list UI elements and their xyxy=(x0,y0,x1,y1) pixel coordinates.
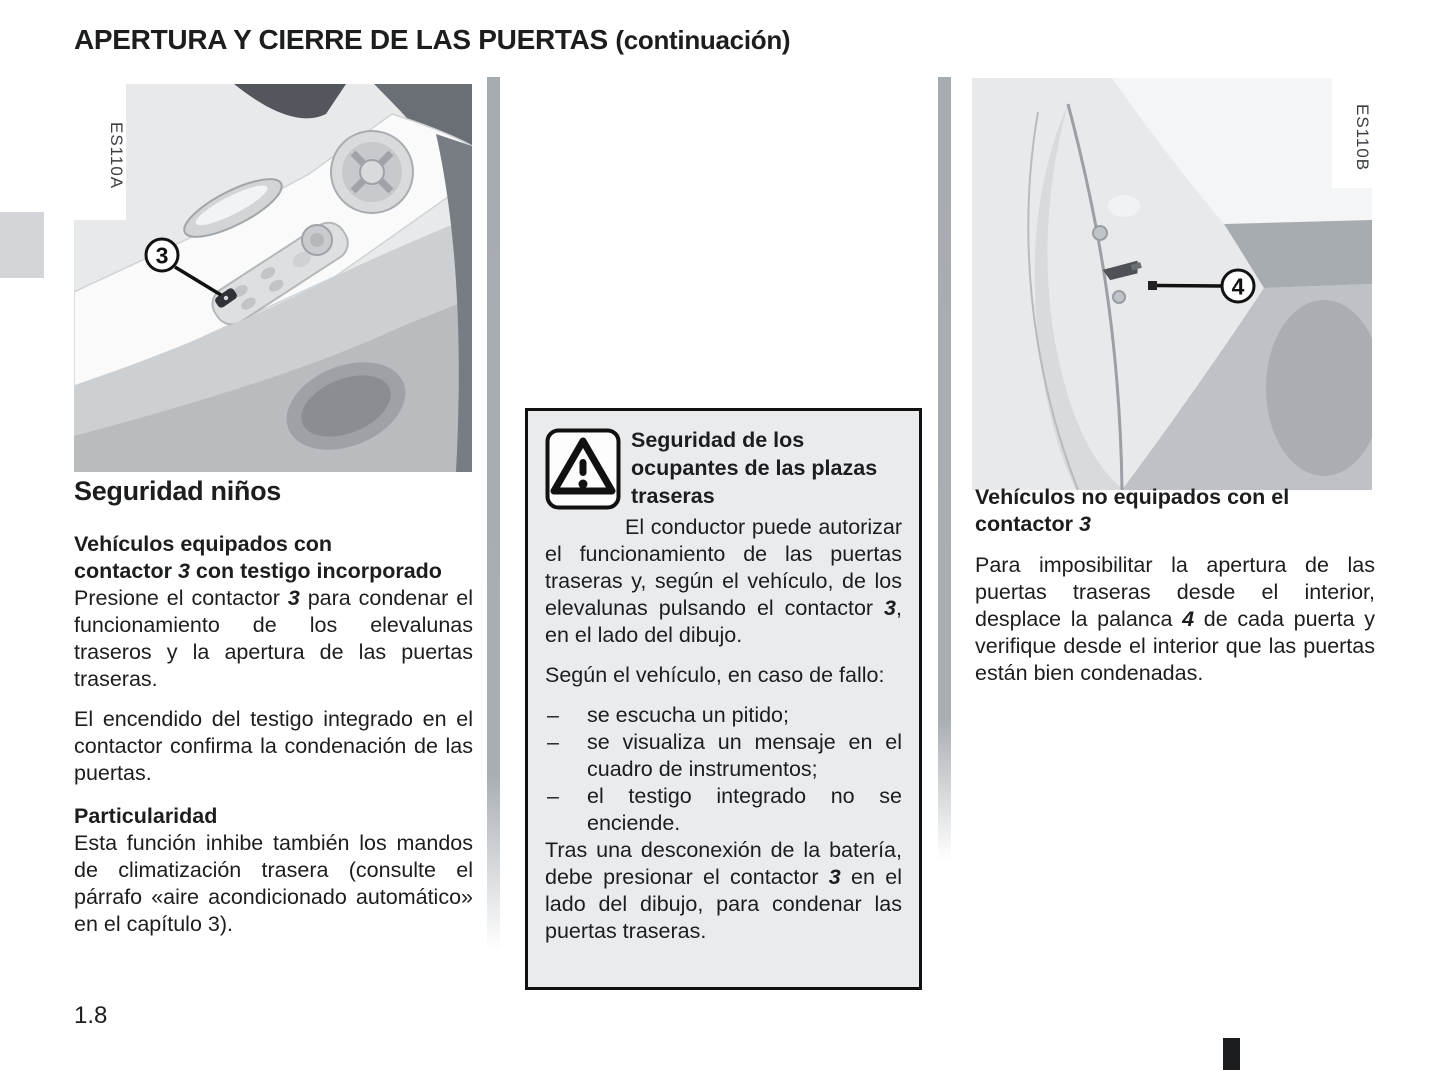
figure-code-right: ES110B xyxy=(1332,78,1372,188)
right-text-column xyxy=(975,484,1375,700)
warning-bullet-item: – se escucha un pitido; xyxy=(545,702,902,729)
paragraph-para-imposibilitar: Para imposibilitar la apertura de las puertas traseras desde el interior, desplace la palanca 4 de cada puerta y verifique desde el interior que las puertas están bien condenadas. xyxy=(975,553,1375,685)
warning-box xyxy=(525,408,922,990)
warning-paragraph-conductor: El conductor puede autorizar el funcionamiento de las puertas traseras y, según el vehículo, de los elevalunas pulsando el contactor 3, en el lado del dibujo. xyxy=(545,515,902,647)
paragraph-presione-contactor: Presione el contactor 3 para condenar el funcionamiento de los elevalunas traseros y la apertura de las puertas traseras. xyxy=(74,586,473,691)
callout-4-target-dot xyxy=(1148,281,1157,290)
column-separator-bar-right xyxy=(938,77,951,860)
figure-door-panel xyxy=(74,84,472,472)
paragraph-encendido-testigo: El encendido del testigo integrado en el contactor confirma la condenación de las puertas. xyxy=(74,707,473,785)
chapter-edge-tab xyxy=(0,212,44,278)
warning-triangle-icon xyxy=(545,428,621,510)
page-number: 1.8 xyxy=(74,1002,108,1029)
warning-bullet-item: – el testigo integrado no se enciende. xyxy=(545,783,902,837)
column-separator-bar-left xyxy=(487,77,500,950)
warning-bullet-item: – se visualiza un mensaje en el cuadro de instrumentos; xyxy=(545,729,902,783)
warning-paragraph-segun: Según el vehículo, en caso de fallo: xyxy=(545,663,885,687)
paragraph-esta-funcion: Esta función inhibe también los mandos de climatización trasera (consulte el párrafo «aire acondicionado automático» en el capítulo 3). xyxy=(74,831,473,936)
rear-door-illustration xyxy=(972,78,1372,490)
left-text-column xyxy=(74,478,473,951)
page-title-main: APERTURA Y CIERRE DE LAS PUERTAS xyxy=(74,24,608,55)
lock-hole-shape xyxy=(1108,195,1140,217)
subheading-vehiculos-equipados: Vehículos equipados con contactor 3 con testigo incorporado xyxy=(74,532,442,583)
subheading-vehiculos-no-equipados: Vehículos no equipados con el contactor 3 xyxy=(975,485,1290,536)
figure-code-left: ES110A xyxy=(74,84,126,220)
section-heading-seguridad-ninos: Seguridad niños xyxy=(74,476,282,506)
callout-3-number: 3 xyxy=(155,242,169,269)
warning-paragraph-tras: Tras una desconexión de la batería, debe presionar el contactor 3 en el lado del dibujo, para condenar las puertas traseras. xyxy=(545,838,902,943)
callout-4 xyxy=(1222,270,1254,302)
callout-4-number: 4 xyxy=(1231,273,1245,300)
warning-heading: Seguridad de los ocupantes de las plazas traseras xyxy=(631,428,878,508)
print-registration-mark xyxy=(1223,1038,1240,1070)
mirror-knob-shape xyxy=(302,225,332,255)
callout-4-leader-line xyxy=(1157,286,1222,287)
page-title-suffix: (continuación) xyxy=(615,25,791,55)
page-title xyxy=(74,24,790,56)
subheading-particularidad: Particularidad xyxy=(74,804,218,828)
warning-bullet-list xyxy=(545,702,902,837)
figure-rear-door-edge xyxy=(972,78,1372,490)
door-panel-illustration xyxy=(74,84,472,472)
callout-3 xyxy=(146,239,178,271)
air-vent-shape xyxy=(331,131,413,213)
